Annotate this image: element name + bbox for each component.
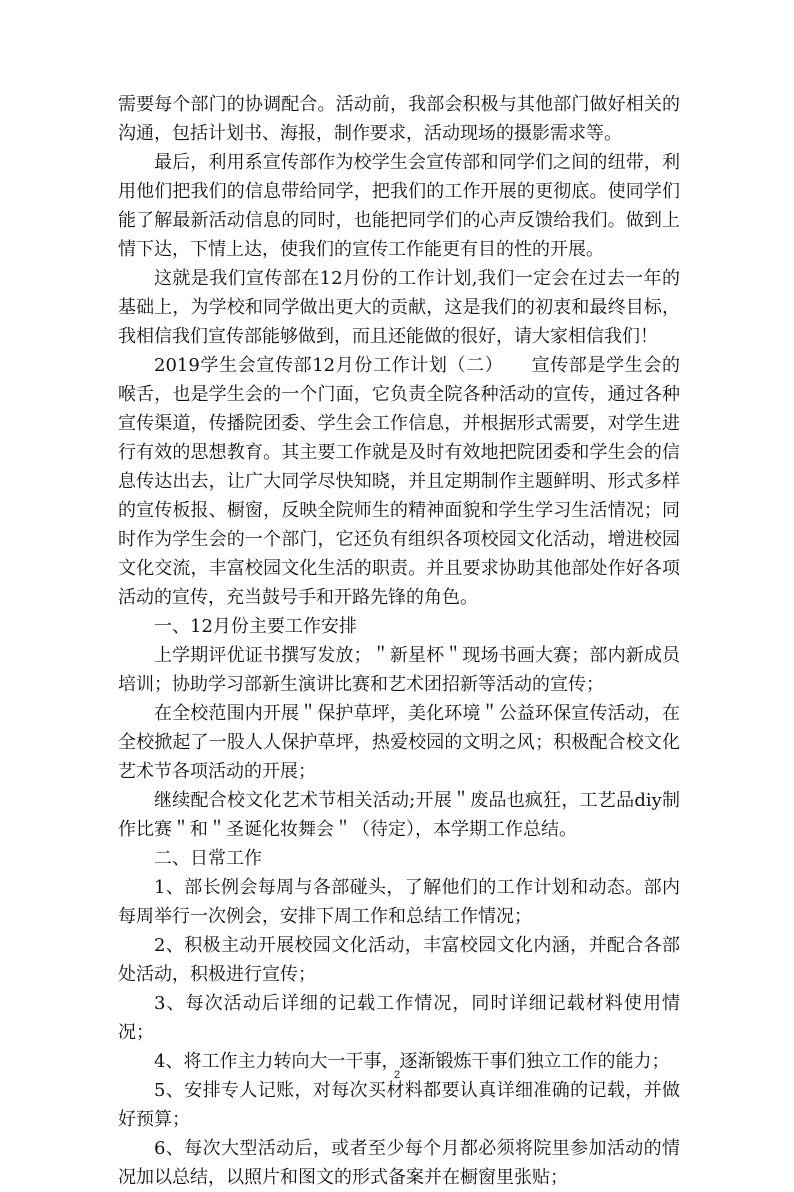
paragraph: 上学期评优证书撰写发放；＂新星杯＂现场书画大赛；部内新成员培训；协助学习部新生演讲比赛和艺术团招新等活动的宣传； xyxy=(118,645,680,695)
paragraph: 3、每次活动后详细的记载工作情况，同时详细记载材料使用情况； xyxy=(118,993,680,1043)
paragraph: 2、积极主动开展校园文化活动，丰富校园文化内涵，并配合各部处活动，积极进行宣传； xyxy=(118,935,680,985)
paragraph: 5、安排专人记账，对每次买材料都要认真详细准确的记载，并做好预算； xyxy=(118,1080,680,1130)
paragraph: 一、12月份主要工作安排 xyxy=(154,616,357,637)
paragraph: 4、将工作主力转向大一干事，逐渐锻炼干事们独立工作的能力； xyxy=(154,1051,670,1072)
paragraph: 继续配合校文化艺术节相关活动;开展＂废品也疯狂，工艺品diy制作比赛＂和＂圣诞化妆舞会＂（待定），本学期工作总结。 xyxy=(118,790,680,840)
document-body xyxy=(118,90,680,1192)
paragraph: 2019学生会宣传部12月份工作计划（二） 宣传部是学生会的喉舌，也是学生会的一个门面，它负责全院各种活动的宣传，通过各种宣传渠道，传播院团委、学生会工作信息，并根据形式需要，对学生进行有效的思想教育。其主要工作就是及时有效地把院团委和学生会的信息传达出去，让广大同学尽快知晓，并且定期制作主题鲜明、形式多样的宣传板报、橱窗，反映全院师生的精神面貌和学生学习生活情况；同时作为学生会的一个部门，它还负有组织各项校园文化活动，增进校园文化交流，丰富校园文化生活的职责。并且要求协助其他部处作好各项活动的宣传，充当鼓号手和开路先锋的角色。 xyxy=(118,355,680,608)
paragraph: 这就是我们宣传部在12月份的工作计划,我们一定会在过去一年的基础上，为学校和同学做出更大的贡献，这是我们的初衷和最终目标，我相信我们宣传部能够做到，而且还能做的很好，请大家相信我们！ xyxy=(118,268,680,347)
paragraph: 二、日常工作 xyxy=(154,848,262,869)
paragraph: 最后，利用系宣传部作为校学生会宣传部和同学们之间的纽带，利用他们把我们的信息带给同学，把我们的工作开展的更彻底。使同学们能了解最新活动信息的同时，也能把同学们的心声反馈给我们。做到上情下达，下情上达，使我们的宣传工作能更有目的性的开展。 xyxy=(118,152,680,260)
page-number: 2 xyxy=(393,1069,401,1081)
paragraph: 在全校范围内开展＂保护草坪，美化环境＂公益环保宣传活动，在全校掀起了一股人人保护草坪，热爱校园的文明之风；积极配合校文化艺术节各项活动的开展； xyxy=(118,703,680,782)
paragraph: 6、每次大型活动后，或者至少每个月都必须将院里参加活动的情况加以总结，以照片和图文的形式备案并在橱窗里张贴； xyxy=(118,1138,680,1188)
paragraph: 1、部长例会每周与各部碰头，了解他们的工作计划和动态。部内每周举行一次例会，安排下周工作和总结工作情况； xyxy=(118,877,680,927)
paragraph: 需要每个部门的协调配合。活动前，我部会积极与其他部门做好相关的沟通，包括计划书、海报，制作要求，活动现场的摄影需求等。 xyxy=(118,94,680,144)
